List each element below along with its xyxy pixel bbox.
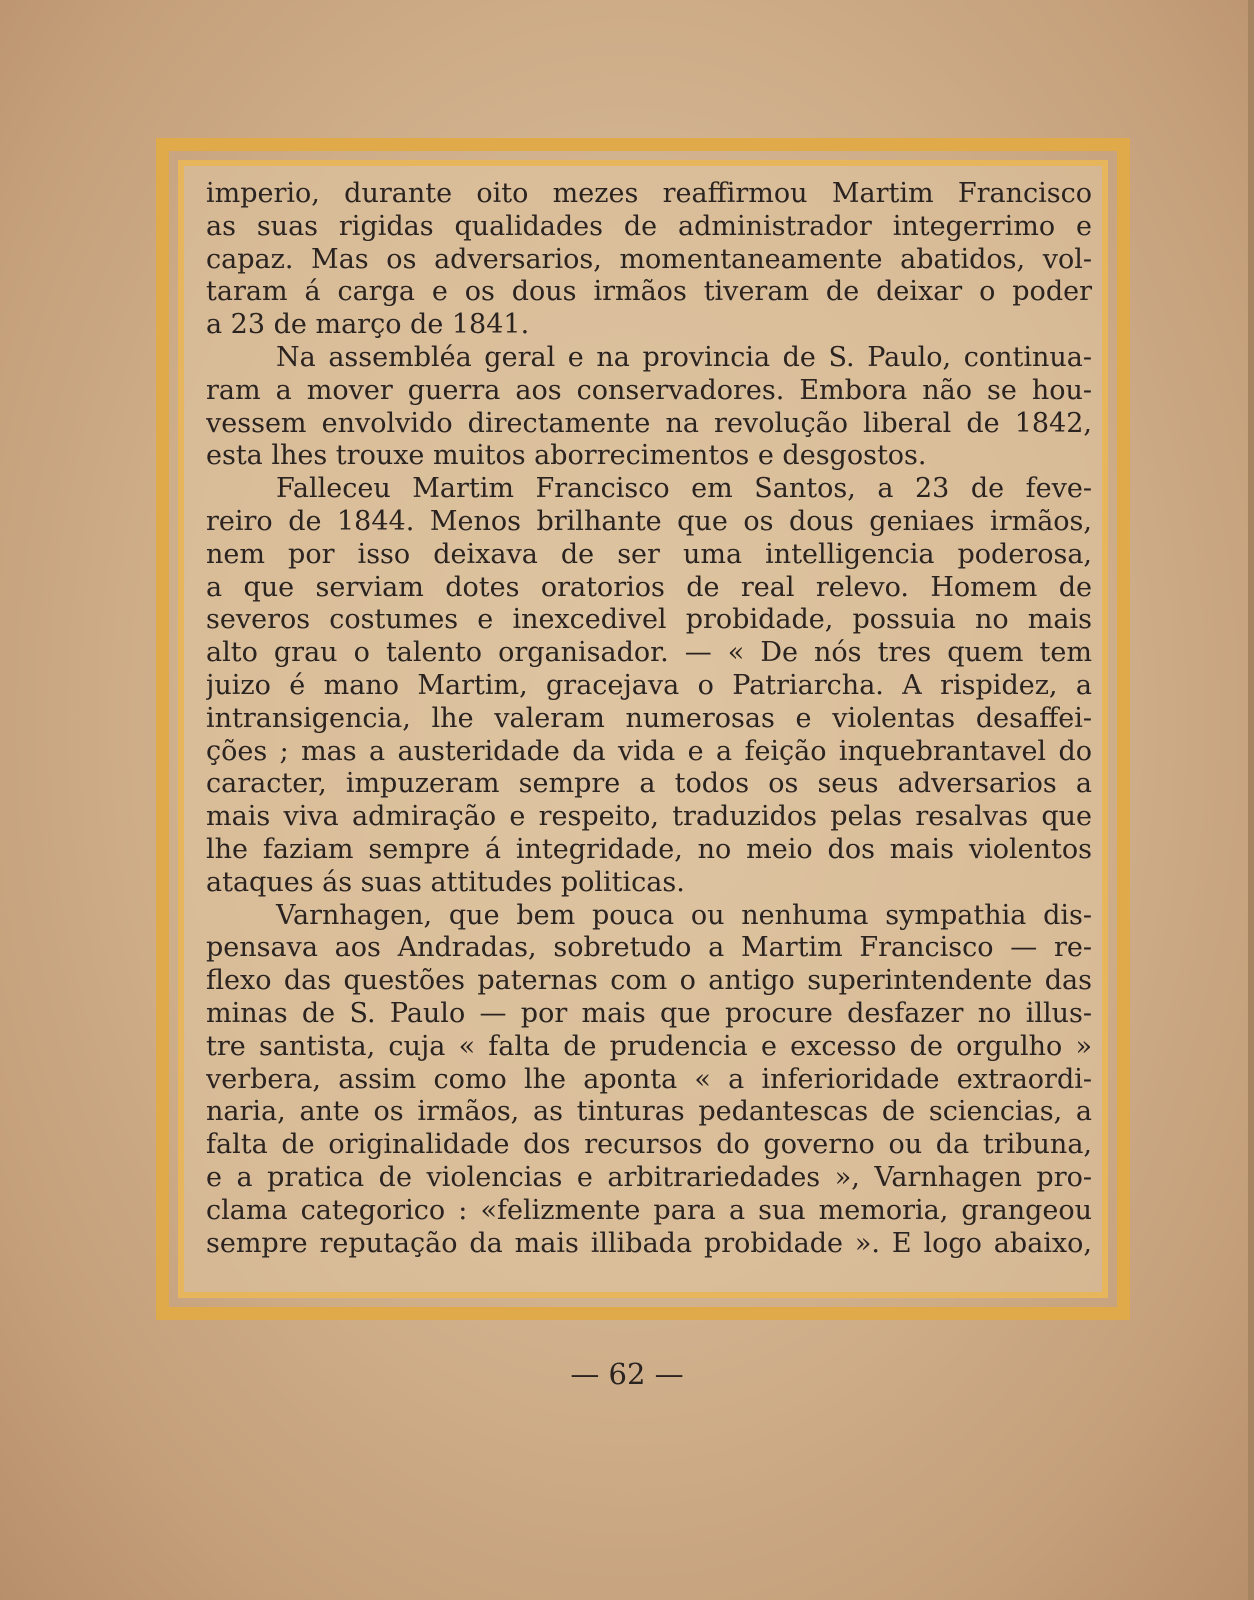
- text-line: e a pratica de violencias e arbitrariedades », Varnhagen pro-: [206, 1161, 1092, 1193]
- text-line: Na assembléa geral e na provincia de S. Paulo, continua-: [276, 341, 1092, 373]
- text-line: as suas rigidas qualidades de administrador integerrimo e: [206, 210, 1092, 242]
- text-line: esta lhes trouxe muitos aborrecimentos e desgostos.: [206, 440, 927, 472]
- text-line: capaz. Mas os adversarios, momentaneamente abatidos, vol-: [206, 243, 1092, 275]
- text-line: vessem envolvido directamente na revolução liberal de 1842,: [206, 407, 1092, 439]
- text-line: reiro de 1844. Menos brilhante que os dous geniaes irmãos,: [206, 505, 1092, 537]
- text-line: tre santista, cuja « falta de prudencia e excesso de orgulho »: [206, 1030, 1092, 1062]
- text-line: caracter, impuzeram sempre a todos os seus adversarios a: [206, 768, 1092, 800]
- text-line: ataques ás suas attitudes politicas.: [206, 866, 685, 898]
- body-text: [206, 178, 1092, 1278]
- text-line: verbera, assim como lhe aponta « a inferioridade extraordi-: [206, 1063, 1092, 1095]
- text-line: intransigencia, lhe valeram numerosas e violentas desaffei-: [206, 702, 1092, 734]
- text-line: minas de S. Paulo — por mais que procure desfazer no illus-: [206, 997, 1092, 1029]
- text-line: clama categorico : «felizmente para a sua memoria, grangeou: [206, 1194, 1092, 1226]
- text-line: nem por isso deixava de ser uma intelligencia poderosa,: [206, 538, 1092, 570]
- page-edge: [1248, 0, 1254, 1600]
- text-line: a 23 de março de 1841.: [206, 309, 530, 341]
- text-line: falta de originalidade dos recursos do governo ou da tribuna,: [206, 1129, 1092, 1161]
- text-line: juizo é mano Martim, gracejava o Patriarcha. A rispidez, a: [206, 669, 1092, 701]
- text-line: sempre reputação da mais illibada probidade ». E logo abaixo,: [206, 1227, 1092, 1259]
- text-line: pensava aos Andradas, sobretudo a Martim Francisco — re-: [206, 932, 1092, 964]
- page-number: — 62 —: [570, 1357, 684, 1391]
- text-line: imperio, durante oito mezes reaffirmou Martim Francisco: [206, 178, 1092, 209]
- text-line: a que serviam dotes oratorios de real relevo. Homem de: [206, 571, 1092, 603]
- text-line: taram á carga e os dous irmãos tiveram de deixar o poder: [206, 276, 1092, 308]
- text-line: alto grau o talento organisador. — « De nós tres quem tem: [206, 637, 1092, 669]
- text-line: flexo das questões paternas com o antigo superintendente das: [206, 965, 1092, 997]
- text-line: ram a mover guerra aos conservadores. Embora não se hou-: [206, 374, 1092, 406]
- text-line: Varnhagen, que bem pouca ou nenhuma sympathia dis-: [276, 899, 1092, 931]
- text-line: naria, ante os irmãos, as tinturas pedantescas de sciencias, a: [206, 1096, 1092, 1128]
- text-line: lhe faziam sempre á integridade, no meio dos mais violentos: [206, 833, 1092, 865]
- text-line: mais viva admiração e respeito, traduzidos pelas resalvas que: [206, 801, 1092, 833]
- text-line: severos costumes e inexcedivel probidade, possuia no mais: [206, 604, 1092, 636]
- text-line: ções ; mas a austeridade da vida e a feição inquebrantavel do: [206, 735, 1092, 767]
- text-line: Falleceu Martim Francisco em Santos, a 23 de feve-: [276, 473, 1092, 505]
